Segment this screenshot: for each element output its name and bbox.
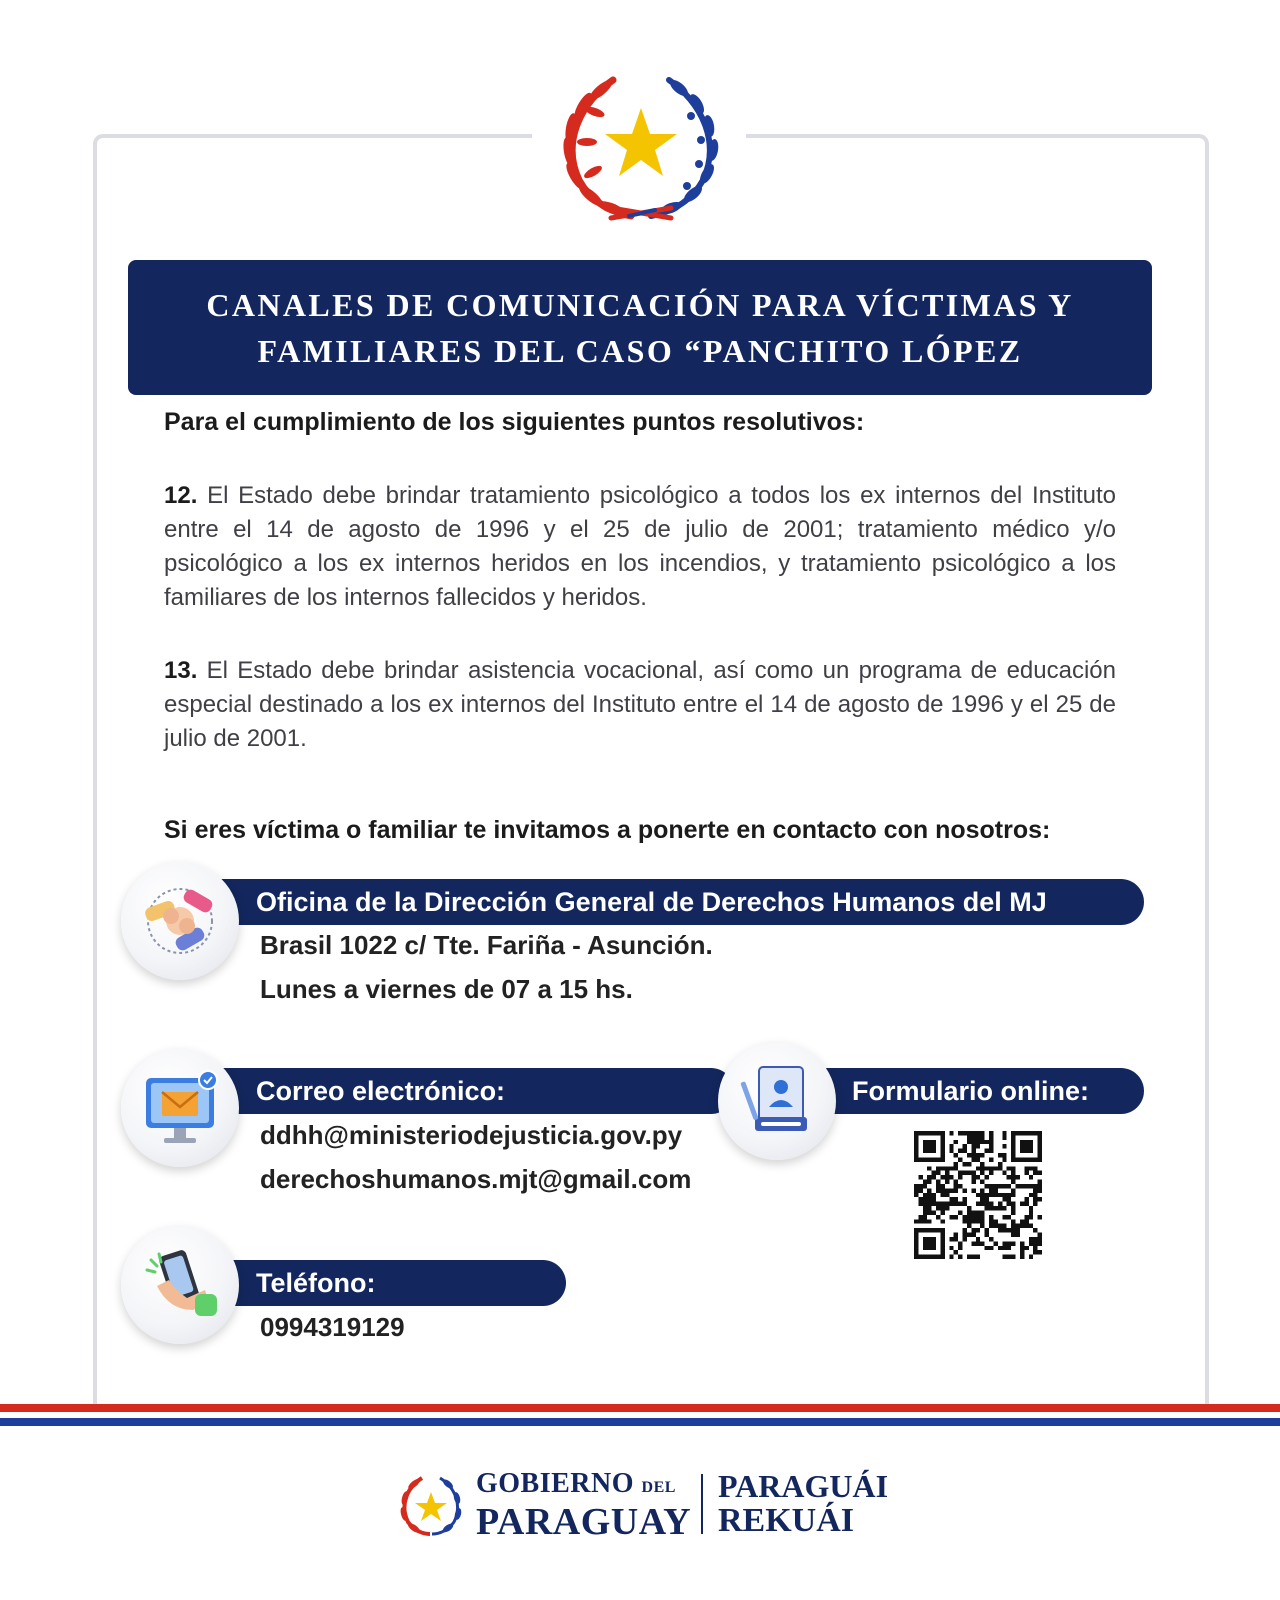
email-monitor-icon xyxy=(121,1049,239,1167)
online-form-icon xyxy=(718,1042,836,1160)
point-number: 13. xyxy=(164,657,198,684)
flag-stripe-red xyxy=(0,1404,1280,1412)
office-hours: Lunes a viernes de 07 a 15 hs. xyxy=(260,974,633,1004)
gobierno-word: GOBIERNO xyxy=(476,1468,635,1499)
gobierno-del: DEL xyxy=(641,1479,676,1496)
slogan-line-2: REKUÁI xyxy=(718,1502,855,1539)
government-emblem-icon xyxy=(396,1474,466,1538)
point-number: 12. xyxy=(164,482,198,509)
phone-number[interactable]: 0994319129 xyxy=(260,1312,405,1342)
phone-title-pill: Teléfono: xyxy=(220,1260,566,1306)
office-title-pill: Oficina de la Dirección General de Derechos Humanos del MJ xyxy=(220,879,1144,925)
email-address-1[interactable]: ddhh@ministeriodejusticia.gov.py xyxy=(260,1120,683,1150)
online-form-title-pill: Formulario online: xyxy=(812,1068,1144,1114)
footer-divider xyxy=(701,1474,703,1534)
intro-heading: Para el cumplimiento de los siguientes puntos resolutivos: xyxy=(164,408,865,436)
phone-in-hand-icon xyxy=(121,1226,239,1344)
title-banner xyxy=(128,260,1152,395)
banner-title-line-1: CANALES DE COMUNICACIÓN PARA VÍCTIMAS Y xyxy=(206,286,1074,323)
banner-title-line-2: FAMILIARES DEL CASO “PANCHITO LÓPEZ xyxy=(257,332,1023,369)
slogan-line-1: PARAGUÁI xyxy=(718,1468,889,1504)
point-text: El Estado debe brindar asistencia vocacional, así como un programa de educación especial destinado a los ex internos del Instituto entre el 14 de agosto de 1996 y el 25 de julio de 2001. xyxy=(164,657,1116,752)
email-address-2[interactable]: derechoshumanos.mjt@gmail.com xyxy=(260,1164,692,1194)
contact-invitation: Si eres víctima o familiar te invitamos a ponerte en contacto con nosotros: xyxy=(164,816,1051,844)
office-address: Brasil 1022 c/ Tte. Fariña - Asunción. xyxy=(260,930,713,960)
gobierno-wordmark xyxy=(476,1468,676,1500)
email-title-pill: Correo electrónico: xyxy=(220,1068,734,1114)
paraguay-wordmark: PARAGUAY xyxy=(476,1501,692,1543)
hands-together-icon xyxy=(121,862,239,980)
flag-stripe-blue xyxy=(0,1418,1280,1426)
national-emblem-icon xyxy=(551,72,731,228)
point-text: El Estado debe brindar tratamiento psicológico a todos los ex internos del Instituto entre el 14 de agosto de 1996 y el 25 de julio de 2001; tratamiento médico y/o psicológico a los ex internos heridos en los incendios, y tratamiento psicológico a los familiares de los internos fallecidos y heridos. xyxy=(164,482,1116,611)
resolution-point-12 xyxy=(164,479,1116,615)
qr-code[interactable] xyxy=(914,1131,1042,1259)
resolution-point-13 xyxy=(164,654,1116,756)
